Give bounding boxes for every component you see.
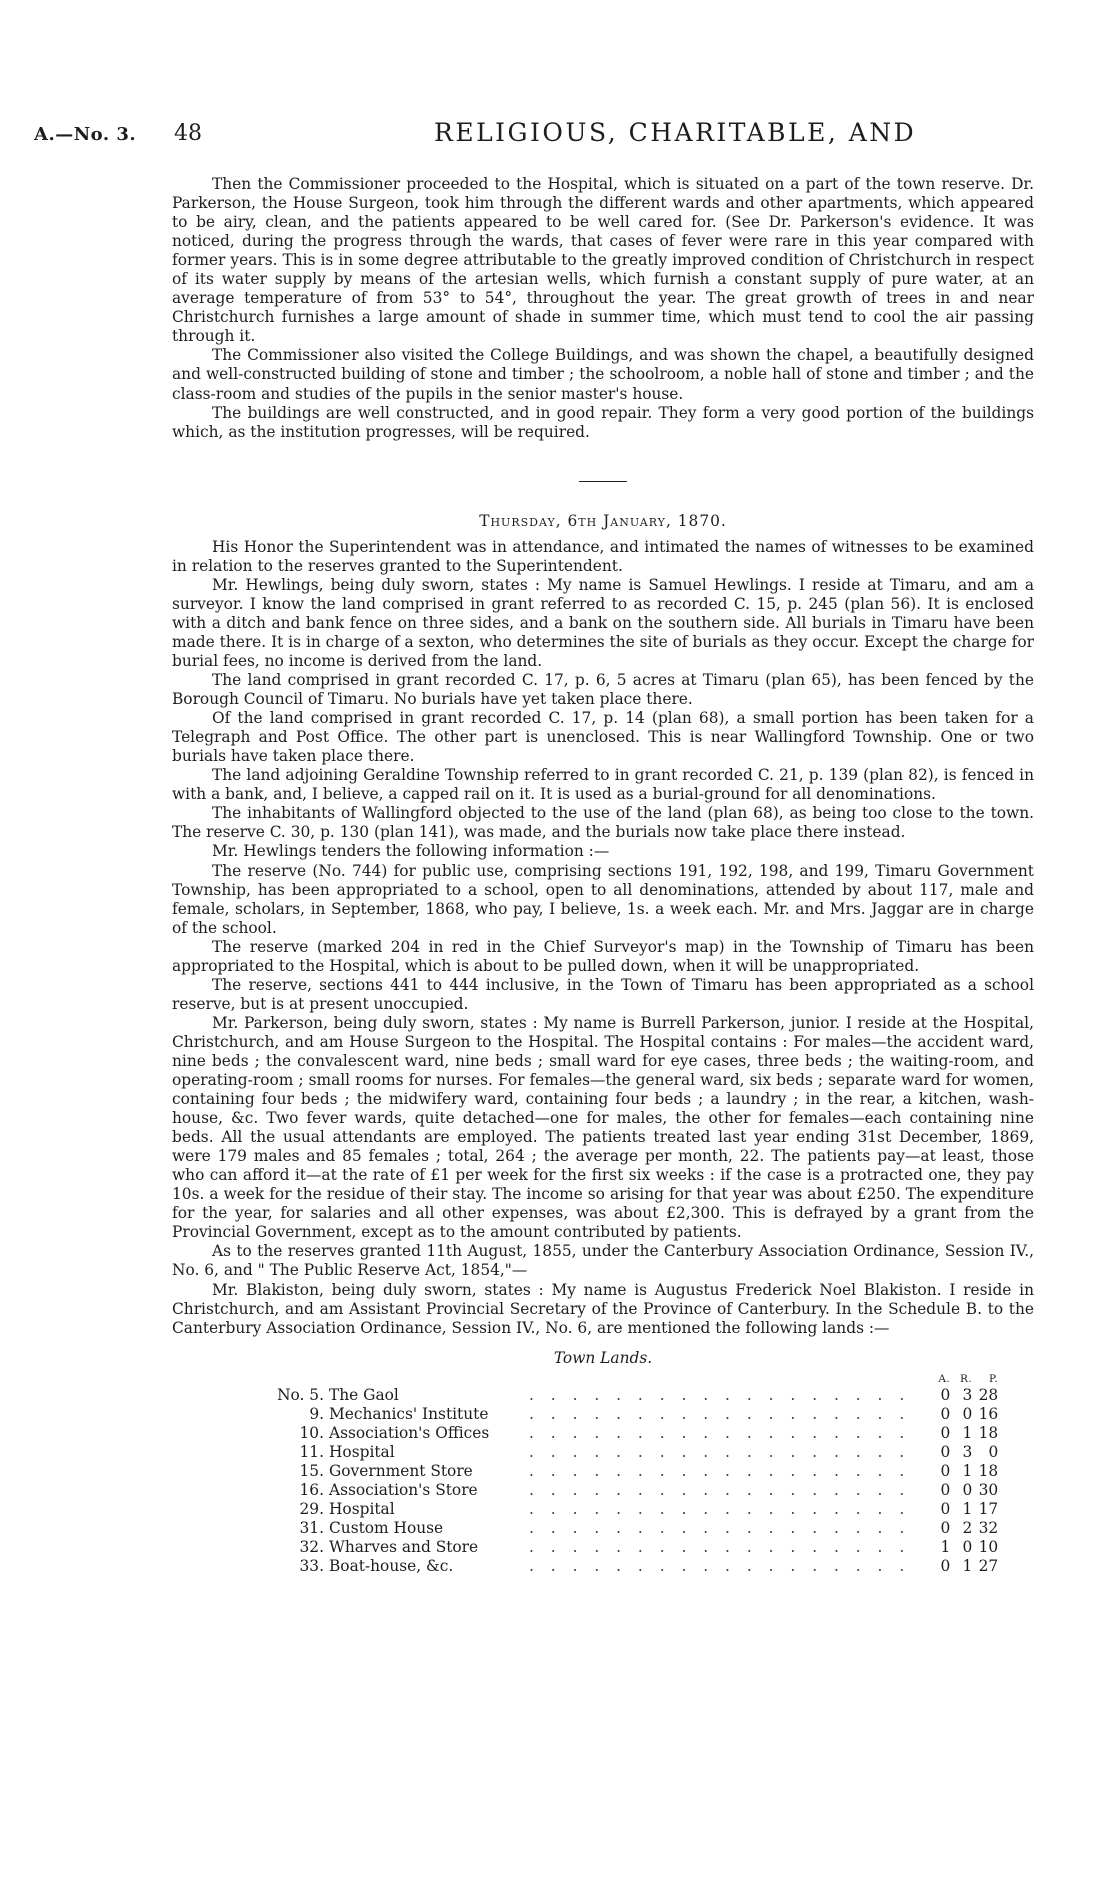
roods-value: 0	[962, 1480, 973, 1499]
land-name: Hospital	[329, 1500, 395, 1518]
paragraph: The Commissioner also visited the College Buildings, and was shown the chapel, a beautifully designed and well-constructed building of stone and timber ; the schoolroom, a noble hall of stone and timber ; and the class-room and studies of the pupils in the senior master's house.	[172, 346, 1034, 403]
roods-value: 1	[962, 1557, 973, 1576]
dot-leader: . . . . . . . . . . . . . . . . . .	[529, 1519, 911, 1538]
roods-value: 0	[962, 1404, 973, 1423]
paragraph: The reserve, sections 441 to 444 inclusive, in the Town of Timaru has been appropriated as a school reserve, but is at present unoccupied.	[172, 975, 1034, 1013]
acres-value: 0	[940, 1442, 951, 1461]
roods-value: 3	[962, 1442, 973, 1461]
paragraph: Mr. Parkerson, being duly sworn, states : My name is Burrell Parkerson, junior. I reside at the Hospital, Christchurch, and am House Surgeon to the Hospital. The Hospital contains : For males—the accident ward, nine beds ; the convalescent ward, nine beds ; small ward for eye cases, three beds ; the waiting-room, and operating-room ; small rooms for nurses. For females—the general ward, six beds ; separate ward for women, containing four beds ; the midwifery ward, containing four beds ; a laundry ; in the rear, a kitchen, wash-house, &c. Two fever wards, quite detached—one for males, the other for females—each containing nine beds. All the usual attendants are employed. The patients treated last year ending 31st December, 1869, were 179 males and 85 females ; total, 264 ; the average per month, 22. The patients pay—at least, those who can afford it—at the rate of £1 per week for the first six weeks : if the case is a protracted one, they pay 10s. a week for the residue of their stay. The income so arising for that year was about £250. The expenditure for the year, for salaries and all other expenses, was about £2,300. This is defrayed by a grant from the Provincial Government, except as to the amount contributed by patients.	[172, 1013, 1034, 1242]
perches-value: 17	[978, 1500, 999, 1518]
unit-roods: R.	[959, 1372, 973, 1385]
dot-leader: . . . . . . . . . . . . . . . . . .	[529, 1461, 911, 1480]
roods-value: 1	[962, 1500, 973, 1518]
acres-value: 0	[940, 1461, 951, 1480]
roods-value: 2	[962, 1519, 973, 1538]
dot-leader: . . . . . . . . . . . . . . . . . .	[529, 1480, 911, 1499]
paper-reference: A.—No. 3.	[34, 124, 137, 145]
section-divider	[579, 481, 627, 482]
roods-value: 3	[962, 1385, 973, 1404]
perches-value: 18	[978, 1423, 999, 1442]
land-name: Hospital	[329, 1442, 395, 1461]
land-name: The Gaol	[329, 1385, 399, 1404]
paragraph: Mr. Blakiston, being duly sworn, states : My name is Augustus Frederick Noel Blakiston. I reside in Christchurch, and am Assistant Provincial Secretary of the Province of Canterbury. In the Schedule B. to the Canterbury Association Ordinance, Session IV., No. 6, are mentioned the following lands :—	[172, 1280, 1034, 1337]
perches-value: 16	[978, 1404, 999, 1423]
unit-perches: P.	[988, 1372, 999, 1385]
row-number: 33.	[299, 1557, 324, 1576]
dot-leader: . . . . . . . . . . . . . . . . . .	[529, 1557, 911, 1576]
row-number: 15.	[299, 1461, 324, 1480]
acres-value: 0	[940, 1500, 951, 1518]
land-name: Association's Offices	[329, 1423, 490, 1442]
perches-value: 18	[978, 1461, 999, 1480]
table-row	[252, 1462, 998, 1481]
land-name: Government Store	[329, 1461, 473, 1480]
perches-value: 10	[978, 1538, 999, 1557]
page-number: 48	[174, 121, 202, 146]
document-body	[172, 175, 1034, 1576]
town-lands-table	[252, 1372, 998, 1576]
paragraph: Mr. Hewlings, being duly sworn, states : My name is Samuel Hewlings. I reside at Timaru, and am a surveyor. I know the land comprised in grant referred to as recorded C. 15, p. 245 (plan 56). It is enclosed with a ditch and bank fence on three sides, and a bank on the southern side. All burials in Timaru have been made there. It is in charge of a sexton, who determines the site of burials as they occur. Except the charge for burial fees, no income is derived from the land.	[172, 575, 1034, 670]
land-name: Wharves and Store	[329, 1538, 479, 1557]
table-row	[252, 1424, 998, 1443]
paragraph: The reserve (marked 204 in red in the Chief Surveyor's map) in the Township of Timaru has been appropriated to the Hospital, which is about to be pulled down, when it will be unappropriated.	[172, 937, 1034, 975]
table-row	[252, 1557, 998, 1576]
paragraph: The land adjoining Geraldine Township referred to in grant recorded C. 21, p. 139 (plan 82), is fenced in with a bank, and, I believe, a capped rail on it. It is used as a burial-ground for all denominations.	[172, 766, 1034, 804]
row-number: No. 5.	[277, 1385, 324, 1404]
land-name: Association's Store	[329, 1480, 478, 1499]
paragraph: The inhabitants of Wallingford objected to the use of the land (plan 68), as being too close to the town. The reserve C. 30, p. 130 (plan 141), was made, and the burials now take place there instead.	[172, 804, 1034, 842]
page-header	[34, 118, 1044, 154]
table-row	[252, 1500, 998, 1519]
dot-leader: . . . . . . . . . . . . . . . . . .	[529, 1423, 911, 1442]
table-row	[252, 1386, 998, 1405]
row-number: 29.	[299, 1500, 324, 1518]
running-title: RELIGIOUS, CHARITABLE, AND	[434, 118, 917, 147]
land-name: Boat-house, &c.	[329, 1557, 454, 1576]
perches-value: 0	[988, 1442, 999, 1461]
table-row	[252, 1519, 998, 1538]
dot-leader: . . . . . . . . . . . . . . . . . .	[529, 1404, 911, 1423]
land-name: Custom House	[329, 1519, 444, 1538]
table-body	[252, 1386, 998, 1576]
row-number: 9.	[309, 1404, 324, 1423]
paragraph: Of the land comprised in grant recorded C. 17, p. 14 (plan 68), a small portion has been taken for a Telegraph and Post Office. The other part is unenclosed. This is near Wallingford Township. One or two burials have taken place there.	[172, 709, 1034, 766]
paragraph: Then the Commissioner proceeded to the Hospital, which is situated on a part of the town reserve. Dr. Parkerson, the House Surgeon, took him through the different wards and other apartments, which appeared to be airy, clean, and the patients appeared to be well cared for. (See Dr. Parkerson's evidence. It was noticed, during the progress through the wards, that cases of fever were rare in this year compared with former years. This is in some degree attributable to the greatly improved condition of Christchurch in respect of its water supply by means of the artesian wells, which furnish a constant supply of pure water, at an average temperature of from 53° to 54°, throughout the year. The great growth of trees in and near Christchurch furnishes a large amount of shade in summer time, which must tend to cool the air passing through it.	[172, 175, 1034, 346]
acres-value: 1	[940, 1538, 951, 1557]
roods-value: 1	[962, 1461, 973, 1480]
table-row	[252, 1405, 998, 1424]
acres-value: 0	[940, 1557, 951, 1576]
acres-value: 0	[940, 1404, 951, 1423]
perches-value: 28	[978, 1385, 999, 1404]
acres-value: 0	[940, 1385, 951, 1404]
perches-value: 32	[978, 1519, 999, 1538]
table-row	[252, 1443, 998, 1462]
paragraph: As to the reserves granted 11th August, 1855, under the Canterbury Association Ordinance, Session IV., No. 6, and " The Public Reserve Act, 1854,"—	[172, 1242, 1034, 1280]
paragraph: The land comprised in grant recorded C. 17, p. 6, 5 acres at Timaru (plan 65), has been fenced by the Borough Council of Timaru. No burials have yet taken place there.	[172, 671, 1034, 709]
table-title: Town Lands.	[553, 1348, 653, 1367]
row-number: 11.	[299, 1442, 324, 1461]
date-heading: Thursday, 6th January, 1870.	[479, 511, 727, 530]
acres-value: 0	[940, 1423, 951, 1442]
perches-value: 30	[978, 1480, 999, 1499]
land-name: Mechanics' Institute	[329, 1404, 489, 1423]
roods-value: 0	[962, 1538, 973, 1557]
perches-value: 27	[978, 1557, 999, 1576]
acres-value: 0	[940, 1519, 951, 1538]
table-row	[252, 1538, 998, 1557]
row-number: 31.	[299, 1519, 324, 1538]
paragraph: The reserve (No. 744) for public use, comprising sections 191, 192, 198, and 199, Timaru Government Township, has been appropriated to a school, open to all denominations, attended by about 117, male and female, scholars, in September, 1868, who pay, I believe, 1s. a week each. Mr. and Mrs. Jaggar are in charge of the school.	[172, 861, 1034, 937]
paragraph: His Honor the Superintendent was in attendance, and intimated the names of witnesses to be examined in relation to the reserves granted to the Superintendent.	[172, 537, 1034, 575]
unit-acres: A.	[938, 1372, 951, 1385]
roods-value: 1	[962, 1423, 973, 1442]
row-number: 32.	[299, 1538, 324, 1557]
row-number: 10.	[299, 1423, 324, 1442]
table-row	[252, 1481, 998, 1500]
row-number: 16.	[299, 1480, 324, 1499]
acres-value: 0	[940, 1480, 951, 1499]
dot-leader: . . . . . . . . . . . . . . . . . .	[529, 1500, 911, 1518]
dot-leader: . . . . . . . . . . . . . . . . . .	[529, 1538, 911, 1557]
dot-leader: . . . . . . . . . . . . . . . . . .	[529, 1442, 911, 1461]
paragraph: The buildings are well constructed, and in good repair. They form a very good portion of the buildings which, as the institution progresses, will be required.	[172, 403, 1034, 441]
unit-header-row	[252, 1372, 998, 1386]
dot-leader: . . . . . . . . . . . . . . . . . .	[529, 1385, 911, 1404]
paragraph: Mr. Hewlings tenders the following information :—	[212, 842, 610, 861]
